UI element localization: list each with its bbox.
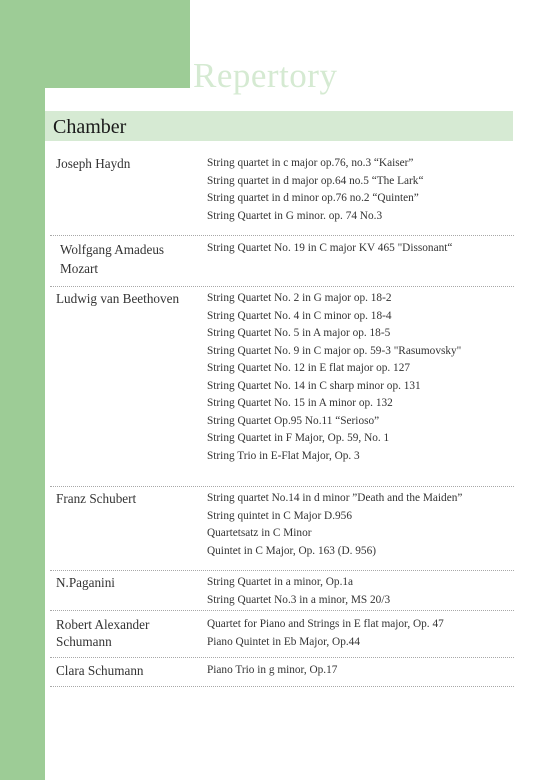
work-item: String Quartet Op.95 No.11 “Serioso” xyxy=(207,414,380,427)
work-item: String Quartet No.3 in a minor, MS 20/3 xyxy=(207,593,391,606)
works-list xyxy=(207,616,514,657)
composer-row xyxy=(50,150,514,236)
work-item: String Quartet in a minor, Op.1a xyxy=(207,576,354,588)
composer-row xyxy=(50,571,514,611)
works-list xyxy=(207,662,514,686)
work-item: String Quartet No. 14 in C sharp minor op. 131 xyxy=(207,379,421,392)
work-item: String Quartet No. 12 in E flat major op. 127 xyxy=(207,362,410,374)
work-item: Quartetsatz in C Minor xyxy=(207,527,312,539)
work-item: String Quartet No. 19 in C major KV 465 "Dissonant“ xyxy=(207,242,453,254)
work-item: String quintet in C Major D.956 xyxy=(207,509,352,522)
work-item: String Quartet No. 9 in C major op. 59-3 "Rasumovsky" xyxy=(207,344,462,357)
work-item: String quartet in d minor op.76 no.2 “Quinten” xyxy=(207,192,419,204)
work-item: String Quartet No. 15 in A minor op. 132 xyxy=(207,397,393,409)
works-list xyxy=(207,155,514,235)
works-list xyxy=(207,290,514,486)
work-item: String quartet No.14 in d minor ”Death and the Maiden” xyxy=(207,492,463,504)
composer-row xyxy=(50,487,514,571)
work-item: String Trio in E-Flat Major, Op. 3 xyxy=(207,449,360,462)
composer-name: Franz Schubert xyxy=(56,491,137,506)
work-item: Quartet for Piano and Strings in E flat major, Op. 47 xyxy=(207,618,444,630)
work-item: Piano Quintet in Eb Major, Op.44 xyxy=(207,635,360,648)
works-list xyxy=(207,490,514,570)
work-item: String Quartet No. 4 in C minor op. 18-4 xyxy=(207,309,392,322)
work-item: Piano Trio in g minor, Op.17 xyxy=(207,664,338,676)
section-title: Chamber xyxy=(53,116,127,138)
work-item: Quintet in C Major, Op. 163 (D. 956) xyxy=(207,544,376,557)
composer-name: N.Paganini xyxy=(56,575,115,590)
work-item: String quartet in d major op.64 no.5 “The Lark“ xyxy=(207,174,424,187)
composer-name: Robert Alexander Schumann xyxy=(56,617,150,649)
work-item: String quartet in c major op.76, no.3 “Kaiser” xyxy=(207,157,414,169)
composer-name: Ludwig van Beethoven xyxy=(56,291,180,306)
composer-row xyxy=(50,287,514,487)
composer-name: Wolfgang Amadeus Mozart xyxy=(60,242,165,276)
works-list xyxy=(207,240,514,286)
composer-row xyxy=(50,611,514,658)
composer-row xyxy=(50,658,514,687)
work-item: String Quartet No. 2 in G major op. 18-2 xyxy=(207,292,392,304)
composer-name: Clara Schumann xyxy=(56,663,144,678)
page-title: Repertory xyxy=(193,56,338,95)
work-item: String Quartet in F Major, Op. 59, No. 1 xyxy=(207,432,390,444)
composer-row xyxy=(50,236,514,287)
composer-name: Joseph Haydn xyxy=(56,156,131,171)
works-list xyxy=(207,574,514,610)
repertory-table xyxy=(50,150,514,687)
top-green-block xyxy=(0,0,190,88)
work-item: String Quartet No. 5 in A major op. 18-5 xyxy=(207,327,391,339)
work-item: String Quartet in G minor. op. 74 No.3 xyxy=(207,209,383,222)
left-green-margin xyxy=(0,0,45,780)
